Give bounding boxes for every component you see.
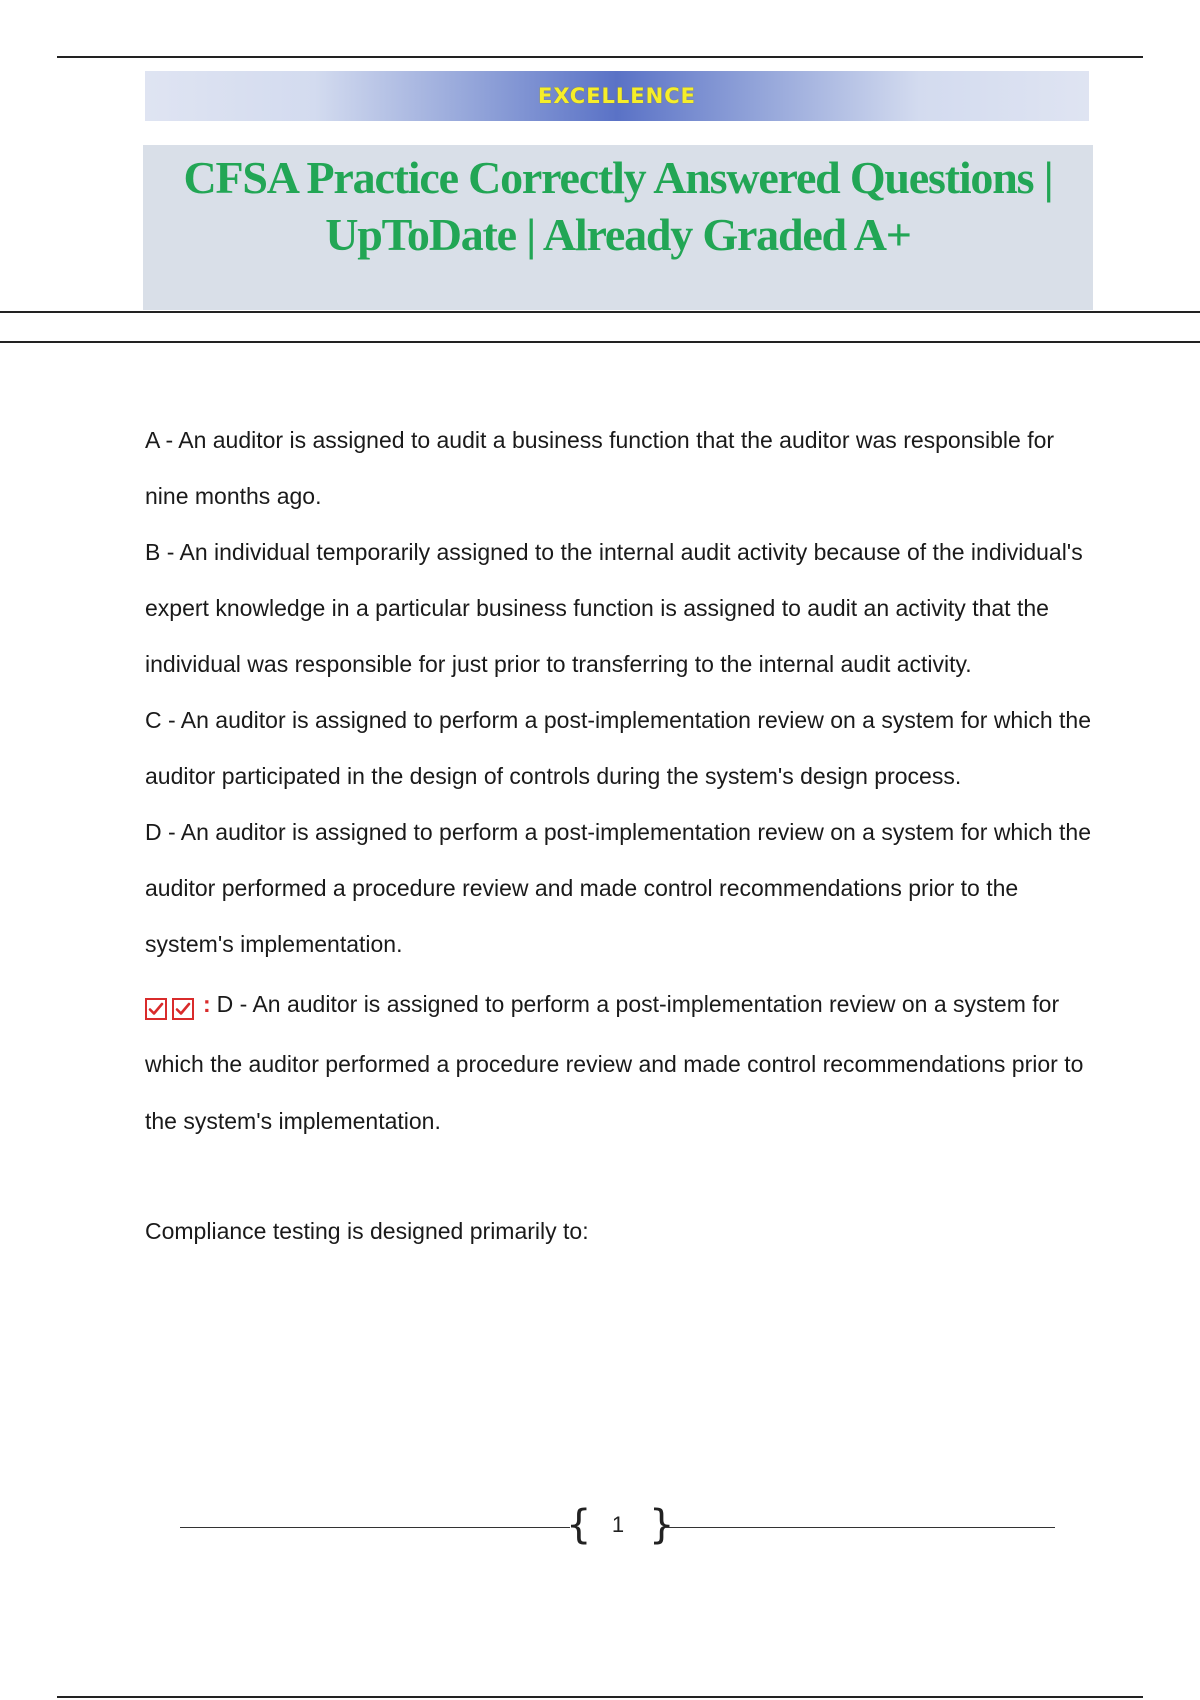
- checkbox-checked-icon: [172, 998, 194, 1020]
- header-rule-upper: [0, 311, 1200, 313]
- answer-paragraph: [145, 976, 1095, 1150]
- header-rule-lower: [0, 341, 1200, 343]
- option-b: B - An individual temporarily assigned to the internal audit activity because of the individual's expert knowledge in a particular business function is assigned to audit an activity that the individual was responsible for just prior to transferring to the internal audit activity.: [145, 539, 1083, 677]
- checkbox-checked-icon: [145, 998, 167, 1020]
- page-footer: [180, 1500, 1055, 1556]
- bottom-rule: [57, 1696, 1143, 1698]
- banner-label: EXCELLENCE: [538, 84, 696, 108]
- excellence-banner: [145, 71, 1089, 121]
- option-d: D - An auditor is assigned to perform a post-implementation review on a system for which the auditor performed a procedure review and made control recommendations prior to the system's implementation.: [145, 819, 1091, 957]
- page-number: 1: [611, 1512, 625, 1537]
- right-brace-icon: }: [649, 1502, 675, 1548]
- footer-line-left: [180, 1527, 570, 1528]
- title-box: [143, 145, 1093, 310]
- option-c: C - An auditor is assigned to perform a post-implementation review on a system for which the auditor participated in the design of controls during the system's design process.: [145, 707, 1091, 789]
- answer-text: D - An auditor is assigned to perform a post-implementation review on a system for which the auditor performed a procedure review and made control recommendations prior to the system's implementation.: [145, 991, 1084, 1134]
- next-question: Compliance testing is designed primarily to:: [145, 1218, 589, 1244]
- document-body: [145, 412, 1095, 1259]
- footer-line-right: [665, 1527, 1055, 1528]
- left-brace-icon: {: [566, 1502, 592, 1548]
- top-rule: [57, 56, 1143, 58]
- title-line-2: UpToDate | Already Graded A+: [325, 209, 911, 260]
- answer-check-marks: [145, 979, 199, 1036]
- title-line-1: CFSA Practice Correctly Answered Questions |: [183, 152, 1053, 203]
- option-a: A - An auditor is assigned to audit a business function that the auditor was responsible for nine months ago.: [145, 427, 1055, 509]
- answer-colon: :: [203, 991, 211, 1017]
- document-title: [143, 145, 1093, 263]
